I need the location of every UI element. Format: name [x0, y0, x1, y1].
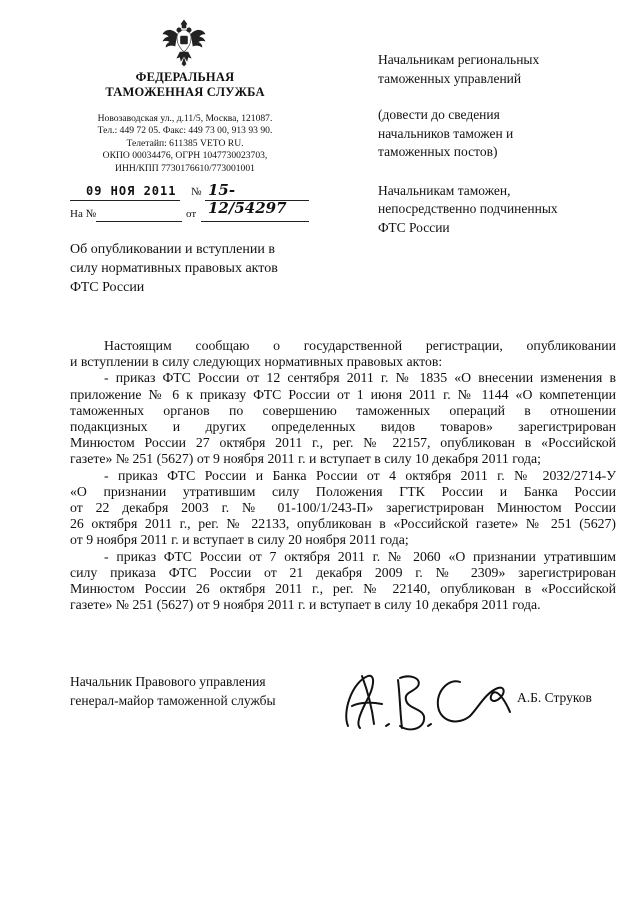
body-line: 26 октября 2011 г., рег. № 22133, опубликован в «Российской газете» № 251 (5627) — [70, 516, 616, 532]
signatory-name: А.Б. Струков — [517, 690, 592, 705]
number-underline — [205, 200, 309, 201]
agency-name-line1: ФЕДЕРАЛЬНАЯ — [135, 70, 235, 84]
addressee-line: непосредственно подчиненных — [378, 201, 558, 216]
registration-number: 15-12/54297 — [208, 181, 287, 217]
handwritten-signature — [338, 668, 514, 740]
registration-date-stamp: 09 НОЯ 2011 — [86, 184, 177, 198]
body-line: газете» № 251 (5627) от 9 ноября 2011 г. и вступает в силу 10 декабря 2011 года. — [70, 597, 541, 613]
subject-line: ФТС России — [70, 280, 145, 295]
date-underline — [70, 200, 180, 201]
body-line: от 9 ноября 2011 г. и вступает в силу 20 ноября 2011 года; — [70, 532, 409, 548]
addressee-note-line: (довести до сведения — [378, 107, 500, 122]
agency-name-line2: ТАМОЖЕННАЯ СЛУЖБА — [105, 85, 265, 99]
on-number-underline — [96, 221, 182, 222]
body-line: - приказ ФТС России от 12 сентября 2011 г. № 1835 «О внесении изменения в — [104, 370, 616, 386]
agency-contacts — [80, 113, 290, 175]
subject-line: Об опубликовании и вступлении в — [70, 242, 275, 257]
body-line: от 22 декабря 2003 г. № 01-100/1/243-П» зарегистрирован Минюстом России — [70, 500, 616, 516]
number-label: № — [191, 186, 202, 198]
subject-line: силу нормативных правовых актов — [70, 261, 278, 276]
addressees-block — [378, 51, 608, 237]
contact-line: ИНН/КПП 7730176610/773001001 — [115, 162, 255, 174]
body-line: подакцизных и других определенных видов товаров» зарегистрирован — [70, 419, 616, 435]
addressee-line: ФТС России — [378, 219, 450, 235]
body-line: «О признании утратившим силу Положения ГТК России и Банка России — [70, 483, 616, 499]
body-line: Минюстом России 26 октября 2011 г., рег. № 22140, опубликован в «Российской — [70, 581, 616, 597]
addressee-note-line: начальников таможен и — [378, 125, 514, 141]
body-line: Минюстом России 27 октября 2011 г., рег. № 22157, опубликован в «Российской — [70, 435, 616, 451]
body-line: - приказ ФТС России и Банка России от 4 октября 2011 г. № 2032/2714-У — [104, 467, 616, 483]
body-line: силу приказа ФТС России от 21 декабря 2009 г. № 2309» зарегистрирован — [70, 564, 616, 580]
signatory-title — [70, 672, 330, 710]
letter-body — [70, 338, 616, 613]
reference-line — [70, 208, 310, 228]
body-line: газете» № 251 (5627) от 9 ноября 2011 г. и вступает в силу 10 декабря 2011 года; — [70, 451, 541, 467]
contact-line: Телетайп: 611385 VETO RU. — [126, 137, 244, 149]
body-line: приложение № 6 к приказу ФТС России от 1 июня 2011 г. № 1144 «О компетенции — [70, 386, 616, 402]
addressee-line: Начальникам региональных — [378, 52, 540, 67]
body-line: таможенных органов по совершению таможенных операций в отношении — [70, 402, 616, 418]
from-label: от — [186, 208, 197, 220]
addressee-line: таможенных управлений — [378, 70, 522, 86]
signatory-title-line: Начальник Правового управления — [70, 674, 266, 689]
from-underline — [201, 221, 309, 222]
contact-line: ОКПО 00034476, ОГРН 1047730023703, — [102, 150, 268, 162]
body-line: Настоящим сообщаю о государственной регистрации, опубликовании — [104, 338, 616, 353]
addressee-note-line: таможенных постов) — [378, 144, 498, 159]
body-line: и вступлении в силу следующих нормативных правовых актов: — [70, 354, 443, 370]
contact-line: Новозаводская ул., д.11/5, Москва, 121087. — [97, 113, 273, 124]
coat-of-arms-emblem — [161, 18, 207, 68]
contact-line: Тел.: 449 72 05. Факс: 449 73 00, 913 93 90. — [97, 125, 273, 137]
signatory-title-line: генерал-майор таможенной службы — [70, 693, 276, 708]
on-number-label: На № — [70, 208, 97, 220]
agency-name — [80, 70, 290, 100]
body-line: - приказ ФТС России от 7 октября 2011 г. № 2060 «О признании утратившим — [104, 548, 616, 564]
document-subject — [70, 240, 320, 297]
addressee-line: Начальникам таможен, — [378, 182, 511, 198]
